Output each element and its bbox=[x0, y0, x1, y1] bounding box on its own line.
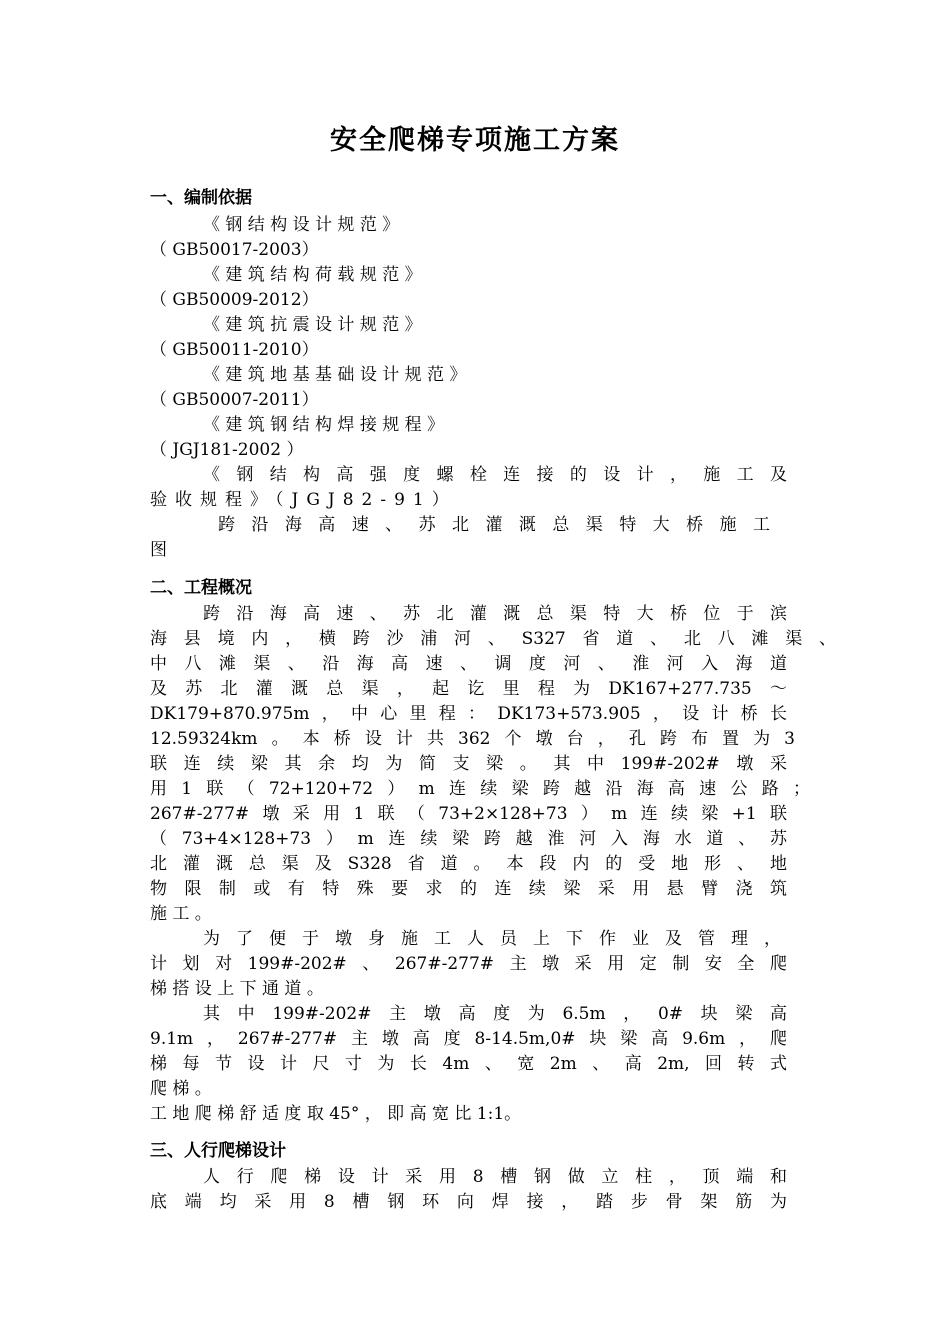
paragraph-line: 北灌溉总渠及S328省道。本段内的受地形、地 bbox=[150, 854, 787, 874]
paragraph-line: 及苏北灌溉总渠，起讫里程为DK167+277.735～ bbox=[150, 679, 787, 699]
paragraph-line: 联连续梁其余均为简支梁。其中199#-202#墩采 bbox=[150, 754, 787, 774]
paragraph-line: （73+4×128+73）m连续梁跨越淮河入海水道、苏 bbox=[150, 829, 787, 849]
paragraph-line: DK179+870.975m，中心里程：DK173+573.905，设计桥长 bbox=[150, 704, 787, 724]
reference-line: 《 钢 结 构 设 计 规 范 》 bbox=[203, 215, 400, 235]
reference-line: 验收规程》（JGJ82-91） bbox=[150, 490, 457, 510]
paragraph-line: 为了便于墩身施工人员上下作业及管理， bbox=[203, 929, 781, 949]
reference-line: （ GB50011-2010） bbox=[150, 340, 319, 360]
paragraph-line: 12.59324km。本桥设计共362个墩台，孔跨布置为3 bbox=[150, 729, 795, 749]
paragraph-line: 施 工 。 bbox=[150, 904, 212, 924]
reference-line: （ GB50009-2012） bbox=[150, 290, 319, 310]
reference-line: 《 建 筑 钢 结 构 焊 接 规 程 》 bbox=[203, 415, 445, 435]
paragraph-line: 跨沿海高速、苏北灌溉总渠特大桥位于滨 bbox=[203, 604, 787, 624]
paragraph-line: 海县境内，横跨沙浦河、S327省道、北八滩渠、 bbox=[150, 629, 836, 649]
paragraph-line: 用1联（72+120+72）m连续梁跨越沿海高速公路； bbox=[150, 779, 810, 799]
paragraph-line: 计划对199#-202#、267#-277#主墩采用定制安全爬 bbox=[150, 954, 787, 974]
reference-line: 图 bbox=[150, 540, 167, 560]
paragraph-line: 底端均采用8槽钢环向焊接，踏步骨架筋为 bbox=[150, 1192, 787, 1212]
paragraph-line: 中八滩渠、沿海高速、调度河、淮河入海道 bbox=[150, 654, 787, 674]
reference-line: 《钢结构高强度螺栓连接的设计，施工及 bbox=[203, 465, 787, 485]
paragraph-line: 物限制或有特殊要求的连续梁采用悬臂浇筑 bbox=[150, 879, 787, 899]
document-title: 安全爬梯专项施工方案 bbox=[330, 125, 620, 156]
reference-line: 《 建 筑 地 基 基 础 设 计 规 范 》 bbox=[203, 365, 467, 385]
section-heading-basis: 一、编制依据 bbox=[150, 188, 252, 208]
reference-line: 跨沿海高速、苏北灌溉总渠特大桥施工 bbox=[218, 515, 770, 535]
reference-line: 《 建 筑 抗 震 设 计 规 范 》 bbox=[203, 315, 422, 335]
paragraph-line: 267#-277#墩采用1联（73+2×128+73）m连续梁+1联 bbox=[150, 804, 787, 824]
reference-line: （ JGJ181-2002 ） bbox=[150, 440, 304, 460]
paragraph-line: 人行爬梯设计采用8槽钢做立柱，顶端和 bbox=[203, 1167, 787, 1187]
paragraph-line: 工 地 爬 梯 舒 适 度 取 45° ， 即 高 宽 比 1:1。 bbox=[150, 1104, 522, 1124]
reference-line: （ GB50007-2011） bbox=[150, 390, 319, 410]
reference-line: （ GB50017-2003） bbox=[150, 240, 319, 260]
section-heading-ladder-design: 三、人行爬梯设计 bbox=[150, 1141, 286, 1161]
paragraph-line: 其中199#-202#主墩高度为6.5m，0#块梁高 bbox=[203, 1004, 787, 1024]
paragraph-line: 9.1m，267#-277#主墩高度8-14.5m,0#块梁高9.6m，爬 bbox=[150, 1029, 787, 1049]
paragraph-line: 梯 搭 设 上 下 通 道 。 bbox=[150, 979, 324, 999]
reference-line: 《 建 筑 结 构 荷 载 规 范 》 bbox=[203, 265, 422, 285]
paragraph-line: 梯每节设计尺寸为长4m、宽2m、高2m,回转式 bbox=[150, 1054, 787, 1074]
section-heading-overview: 二、工程概况 bbox=[150, 578, 252, 598]
paragraph-line: 爬 梯 。 bbox=[150, 1079, 212, 1099]
